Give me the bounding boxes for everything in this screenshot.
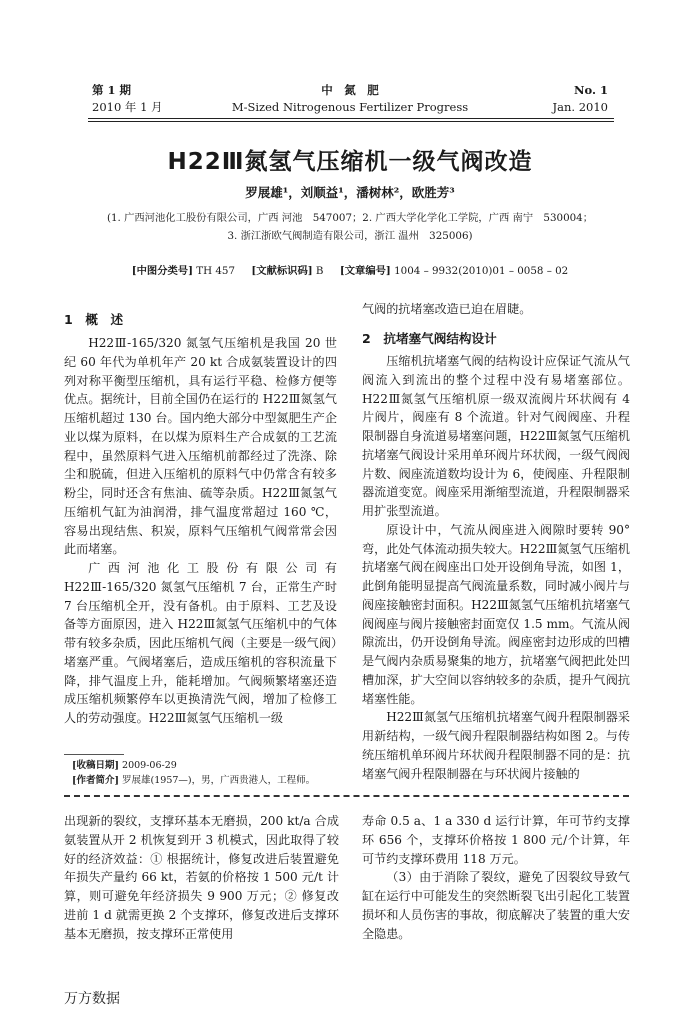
paragraph: H22Ⅲ-165/320 氮氢气压缩机是我国 20 世纪 60 年代为单机年产 20 kt 合成氨装置设计的四列对称平衡型压缩机，具有运行平稳、检修方便等优点。据统计，目前全国仍在运行的 H22Ⅲ氮氢气压缩机超过 130 台。国内绝大部分中型氮肥生产企业以煤为原料，在以煤为原料生产合成氨的工艺流程中，虽然原料气进入压缩机前都经过了洗涤、除尘和脱硫，但进入压缩机的原料气中仍常含有较多粉尘，同时还含有焦油、硫等杂质。H22Ⅲ氮氢气压缩机气缸为油润滑，排气温度常超过 160 ℃，容易出现结焦、积炭，原料气压缩机气阀常常会因此而堵塞。 — [64, 336, 337, 557]
received-date — [72, 758, 177, 773]
watermark-text: 万方数据 — [64, 991, 120, 1007]
paragraph: H22Ⅲ氮氢气压缩机抗堵塞气阀升程限制器采用新结构，一级气阀升程限制器结构如图 2。与传统压缩机单环阀片环状阀升程限制器不同的是：抗堵塞气阀升程限制器在与环状阀片接触的 — [362, 710, 630, 781]
right-column-continuation — [362, 300, 630, 319]
received-label: [收稿日期] — [72, 760, 119, 771]
section-2-body — [362, 352, 630, 783]
section-1-heading: 1 概 述 — [64, 312, 124, 327]
section-2-heading: 2 抗堵塞气阀结构设计 — [362, 331, 497, 346]
article-number-value: 1004 – 9932(2010)01 – 0058 – 02 — [394, 265, 569, 277]
page-separator — [64, 795, 629, 797]
issue-month: Jan. 2010 — [552, 100, 608, 114]
paragraph: 出现新的裂纹，支撑环基本无磨损，200 kt/a 合成氨装置从开 2 机恢复到开 3 机模式，因此取得了较好的经济效益：① 根据统计，修复改进后装置避免年损失产量约 66 kt，若氨的价格按 1 500 元/t 计算，则可避免年经济损失 9 900 万元；② 修复改进前 1 d 就需更换 2 个支撑环，修复改进后支撑环基本无磨损，按支撑环正常使用 — [64, 814, 339, 941]
classification-line — [0, 262, 700, 277]
doc-code-label: [文献标识码] — [251, 265, 313, 277]
author-bio — [72, 773, 315, 788]
journal-title-cn: 中 氮 肥 — [321, 83, 379, 97]
issue-number: No. 1 — [574, 83, 608, 97]
issue-label: 第 1 期 — [92, 83, 132, 97]
article-number-label: [文章编号] — [339, 265, 391, 277]
author-bio-label: [作者简介] — [72, 775, 119, 786]
author-bio-value: 罗展雄(1957—)，男，广西贵港人，工程师。 — [122, 775, 316, 786]
paragraph: 气阀的抗堵塞改造已迫在眉睫。 — [362, 302, 532, 316]
paragraph: 压缩机抗堵塞气阀的结构设计应保证气流从气阀流入到流出的整个过程中没有易堵塞部位。H22Ⅲ氮氢气压缩机原一级双流阀片环状阀有 4 片阀片，阀座有 8 个流道。针对气阀阀座、升程限制器自身流道易堵塞问题，H22Ⅲ氮氢气压缩机抗堵塞气阀设计采用单环阀片环状阀，一级气阀阀片数、阀座流道数均设计为 6，使阀座、升程限制器流道变宽。阀座采用渐缩型流道，升程限制器采用扩张型流道。 — [362, 354, 630, 518]
clc-value: TH 457 — [196, 265, 236, 277]
header-rule-2 — [88, 121, 614, 122]
paragraph: （3）由于消除了裂纹，避免了因裂纹导致气缸在运行中可能发生的突然断裂飞出引起化工装置损坏和人员伤害的事故，彻底解决了装置的重大安全隐患。 — [362, 870, 630, 941]
issue-date: 2010 年 1 月 — [92, 100, 163, 114]
paragraph: 原设计中，气流从阀座进入阀隙时要转 90° 弯，此处气体流动损失较大。H22Ⅲ氮氢气压缩机抗堵塞气阀在阀座出口处开设倒角导流，如图 1，此倒角能明显提高气阀流量系数，同时减小阀片与阀座接触密封面积。H22Ⅲ氮氢气压缩机抗堵塞气阀阀座与阀片接触密封面宽仅 1.5 mm。气流从阀隙流出，仍开设倒角导流。阀座密封边形成的凹槽是气阀内杂质易聚集的地方，抗堵塞气阀把此处凹槽加深，扩大空间以容纳较多的杂质，提升气阀抗堵塞性能。 — [362, 522, 630, 706]
author-list: 罗展雄¹，刘顺益¹，潘树林²，欧胜芳³ — [245, 185, 455, 200]
lower-right-text — [362, 812, 630, 943]
section-1-body — [64, 334, 337, 728]
received-value: 2009-06-29 — [122, 760, 177, 771]
article-title: H22Ⅲ氮氢气压缩机一级气阀改造 — [167, 149, 533, 175]
lower-left-text — [64, 812, 339, 943]
header-rule — [88, 118, 614, 119]
paragraph: 广西河池化工股份有限公司有 H22Ⅲ-165/320 氮氢气压缩机 7 台，正常生产时 7 台压缩机全开，没有备机。由于原料、工艺及设备等方面原因，进入 H22Ⅲ氮氢气压缩机中的气体带有较多杂质，因此压缩机气阀（主要是一级气阀）堵塞严重。气阀堵塞后，造成压缩机的容积流量下降，排气温度上升，能耗增加。气阀频繁堵塞还造成压缩机频繁停车以更换清洗气阀，增加了检修工人的劳动强度。H22Ⅲ氮氢气压缩机一级 — [64, 561, 337, 725]
paragraph: 寿命 0.5 a、1 a 330 d 运行计算，年可节约支撑环 656 个，支撑环价格按 1 800 元/个计算，年可节约支撑环费用 118 万元。 — [362, 814, 630, 866]
footnote-rule — [64, 754, 124, 755]
clc-label: [中图分类号] — [131, 265, 193, 277]
journal-title-en: M-Sized Nitrogenous Fertilizer Progress — [231, 100, 469, 114]
doc-code-value: B — [315, 265, 324, 277]
affiliation-line-2: 3. 浙江浙欧气阀制造有限公司，浙江 温州 325006) — [227, 230, 473, 242]
affiliation-line-1: (1. 广西河池化工股份有限公司，广西 河池 547007；2. 广西大学化学化工学院，广西 南宁 530004； — [106, 212, 594, 224]
